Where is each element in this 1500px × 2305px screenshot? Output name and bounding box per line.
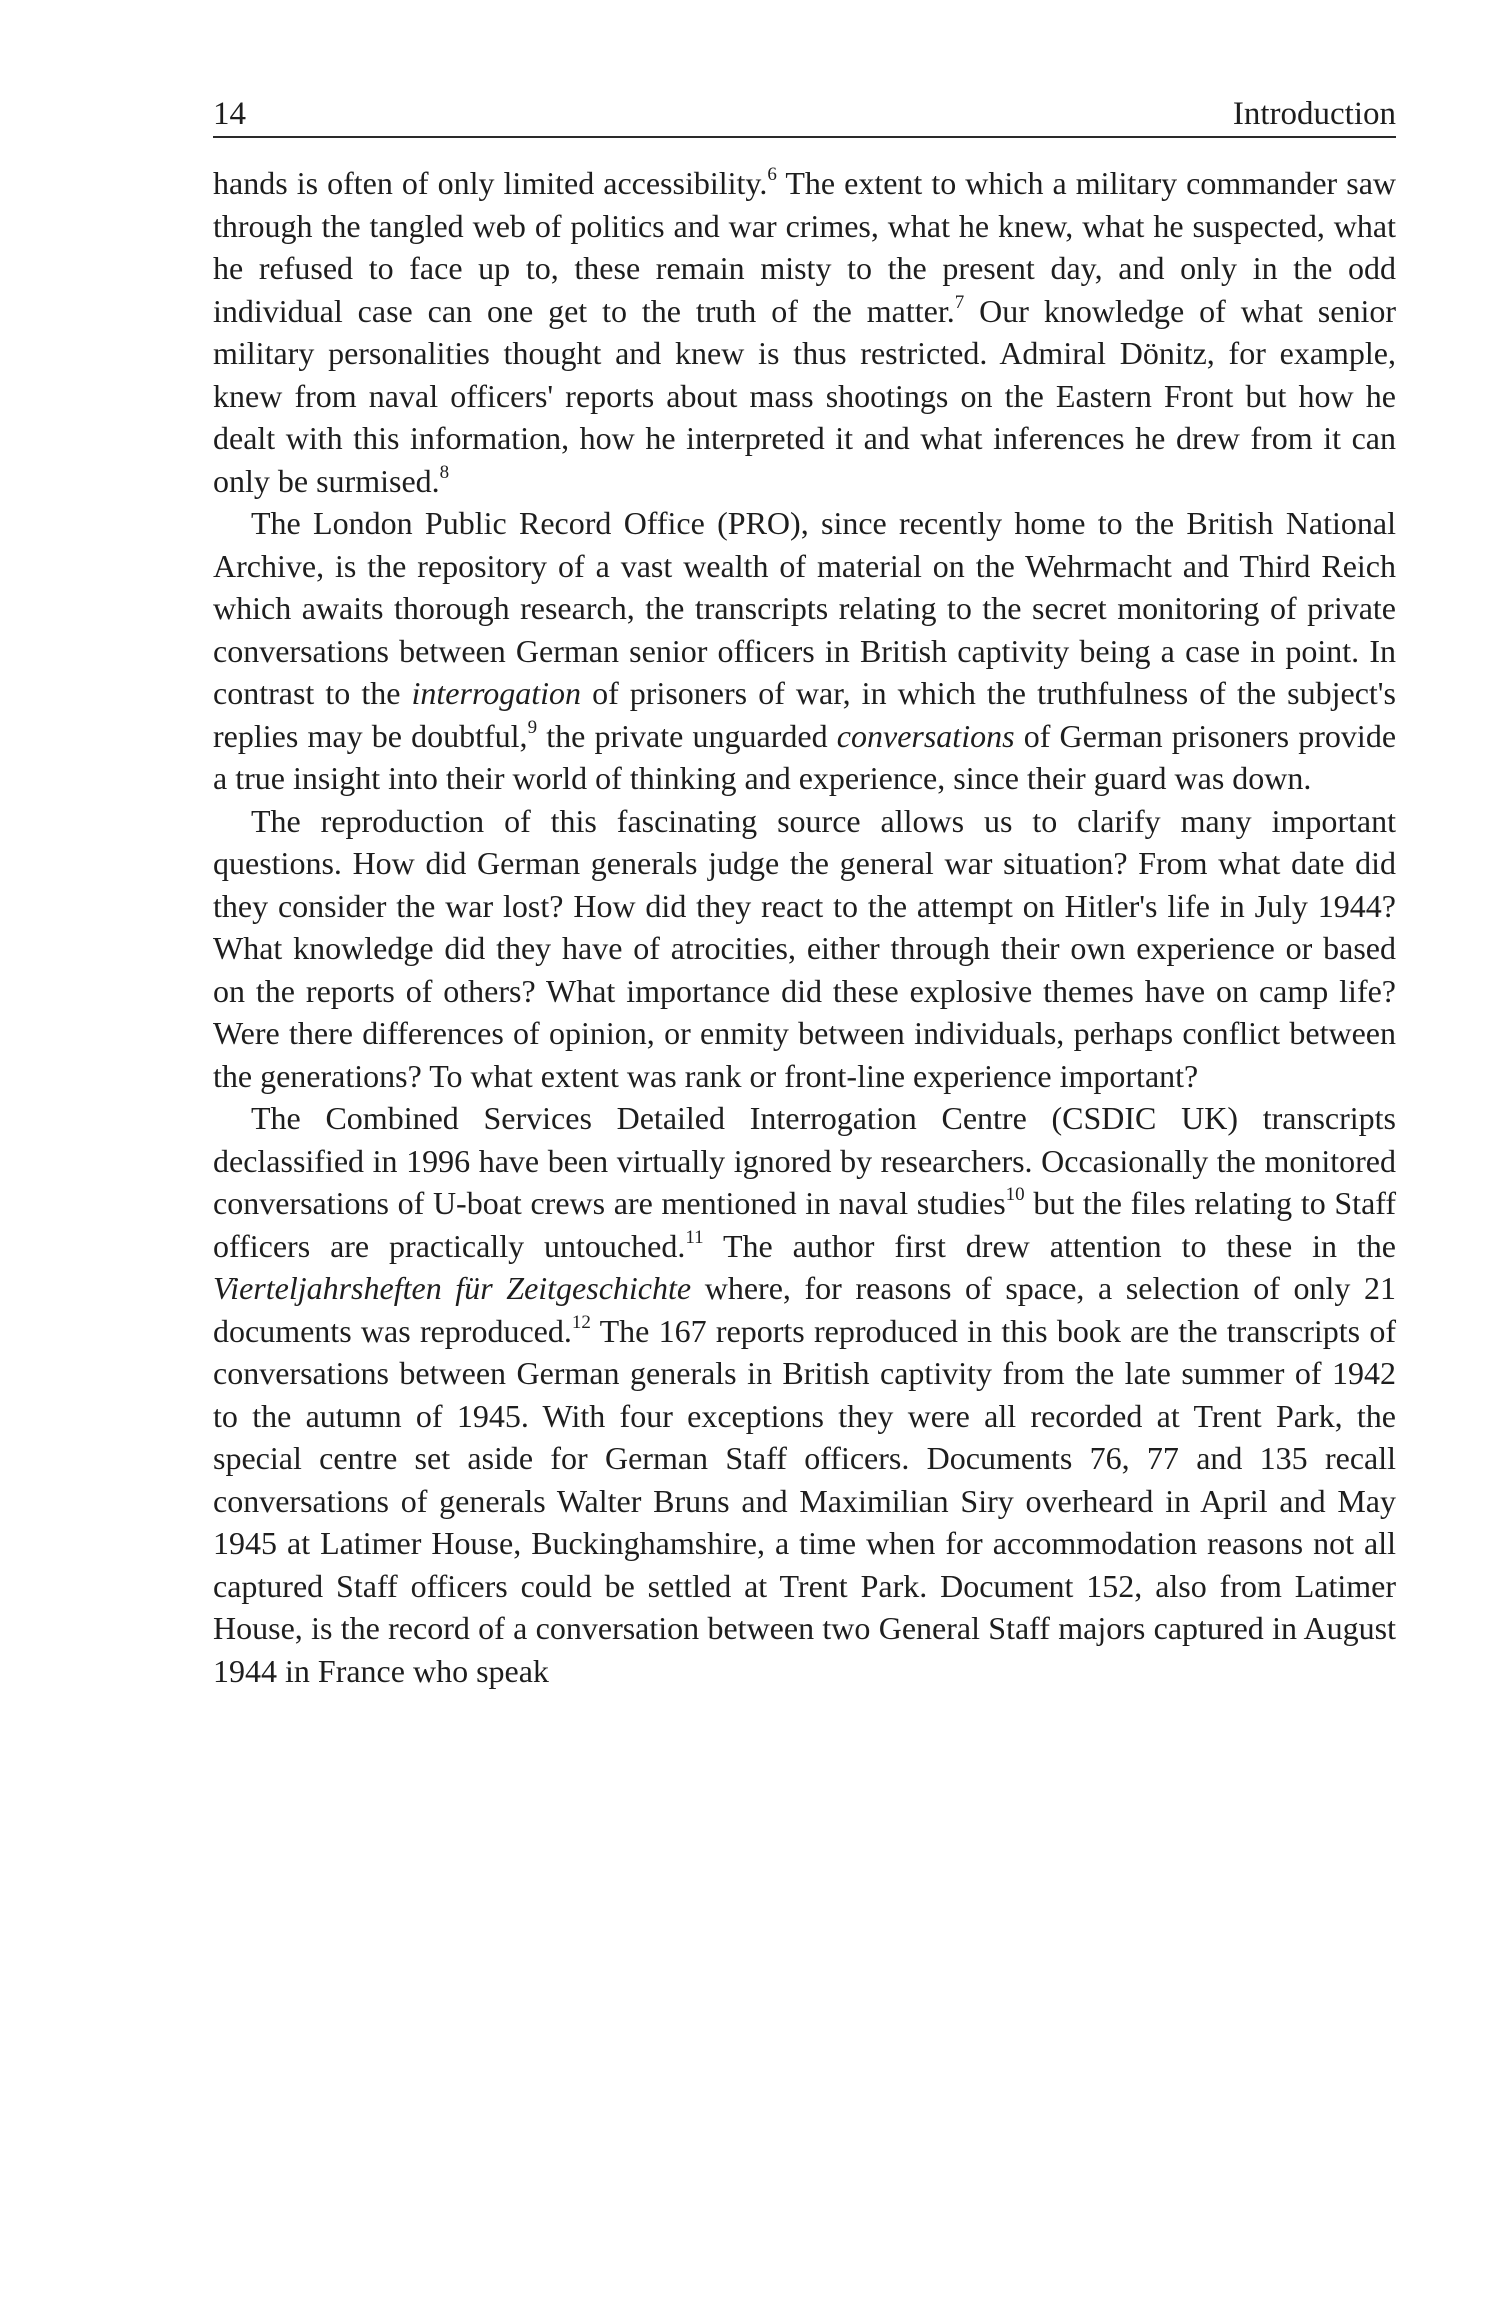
text-run: The Combined Services Detailed Interrogation Centre (CSDIC UK) transcripts declassified in 1996 have been virtually ignored by researchers. Occasionally the monitored conversations of U-boat crews are mentioned in naval studies <box>213 1100 1396 1221</box>
text-run: The 167 reports reproduced in this book are the transcripts of conversations between German generals in British captivity from the late summer of 1942 to the autumn of 1945. With four exceptions they were all recorded at Trent Park, the special centre set aside for German Staff officers. Documents 76, 77 and 135 recall conversations of generals Walter Bruns and Maximilian Siry overheard in April and May 1945 at Latimer House, Buckinghamshire, a time when for accommodation reasons not all captured Staff officers could be settled at Trent Park. Document 152, also from Latimer House, is the record of a conversation between two General Staff majors captured in August 1944 in France who speak <box>213 1312 1397 1689</box>
italic-text: conversations <box>836 717 1015 754</box>
footnote-marker: 11 <box>685 1226 704 1248</box>
text-run: The author first drew attention to these in the <box>703 1227 1397 1264</box>
page-number: 14 <box>213 96 246 132</box>
text-run: Our knowledge of what senior military personalities thought and knew is thus restricted. Admiral Dönitz, for example, knew from naval officers' reports about mass shootings on the Eastern Front but how he dealt with this information, how he interpreted it and what inferences he drew from it can only be surmised. <box>213 292 1396 499</box>
footnote-marker: 10 <box>1005 1184 1025 1206</box>
running-header <box>213 88 1396 138</box>
paragraph <box>213 800 1396 1098</box>
text-run: The reproduction of this fascinating source allows us to clarify many important questions. How did German generals judge the general war situation? From what date did they consider the war lost? How did they react to the attempt on Hitler's life in July 1944? What knowledge did they have of atrocities, either through their own experience or based on the reports of others? What importance did these explosive themes have on camp life? Were there differences of opinion, or enmity between individuals, perhaps conflict between the generations? To what extent was rank or front-line experience important? <box>213 802 1396 1094</box>
text-run: the private unguarded <box>537 717 837 754</box>
running-head-title: Introduction <box>1232 96 1396 132</box>
text-run: where, for reasons of space, a selection of only 21 documents was reproduced. <box>213 1270 1397 1349</box>
italic-text: interrogation <box>411 675 581 711</box>
book-page <box>213 88 1396 1692</box>
footnote-marker: 7 <box>954 291 965 313</box>
paragraph <box>213 502 1396 800</box>
text-run: but the files relating to Staff officers are practically untouched. <box>213 1185 1397 1264</box>
text-run: The extent to which a military commander saw through the tangled web of politics and war crimes, what he knew, what he suspected, what he refused to face up to, these remain misty to the present day, and only in the odd individual case can one get to the truth of the matter. <box>213 165 1397 329</box>
text-run: The London Public Record Office (PRO), since recently home to the British National Archive, is the repository of a vast wealth of material on the Wehrmacht and Third Reich which awaits thorough research, the transcripts relating to the secret monitoring of private conversations between German senior officers in British captivity being a case in point. In contrast to the <box>213 505 1396 711</box>
body-text <box>213 162 1396 1692</box>
text-run: of prisoners of war, in which the truthfulness of the subject's replies may be doubtful, <box>213 675 1397 754</box>
paragraph <box>213 162 1396 502</box>
footnote-marker: 12 <box>571 1311 591 1333</box>
footnote-marker: 9 <box>527 716 538 738</box>
footnote-marker: 6 <box>767 164 777 186</box>
footnote-marker: 8 <box>439 461 450 483</box>
italic-text: Vierteljahrsheften für Zeitgeschichte <box>213 1270 692 1306</box>
paragraph <box>213 1097 1396 1692</box>
text-run: of German prisoners provide a true insight into their world of thinking and experience, since their guard was down. <box>213 717 1397 796</box>
text-run: hands is often of only limited accessibility. <box>213 165 768 201</box>
